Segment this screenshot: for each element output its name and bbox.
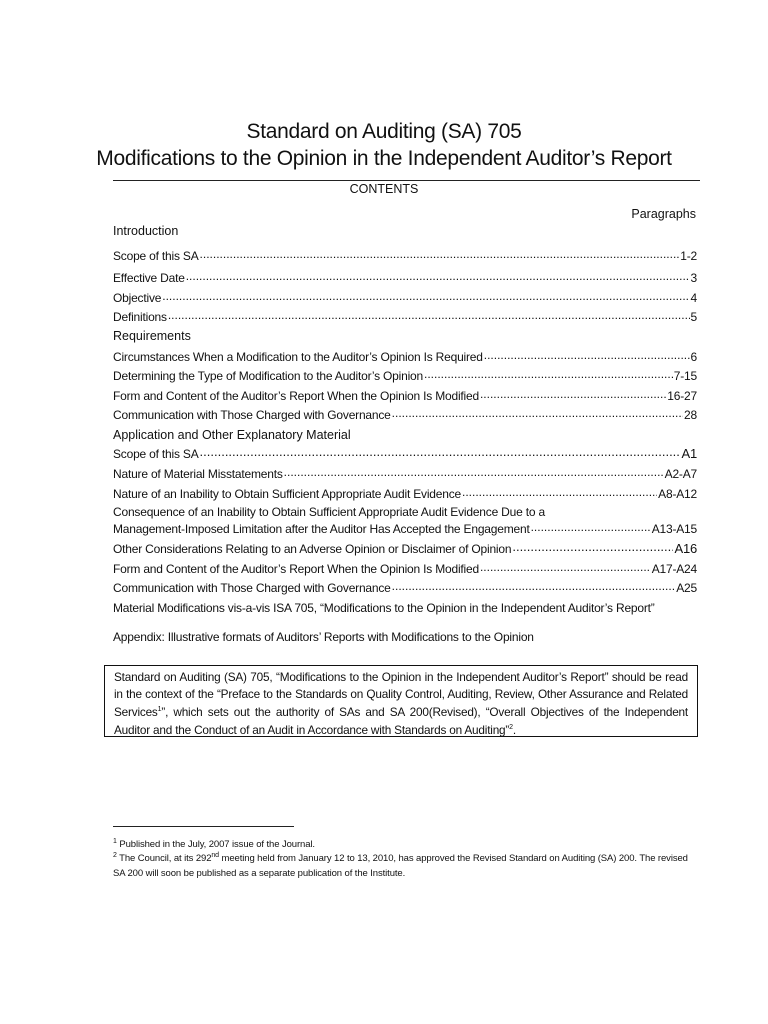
toc-entry-page: 3 <box>690 271 697 285</box>
toc-entry-label-line1: Consequence of an Inability to Obtain Sufficient Appropriate Audit Evidence Due to a <box>113 505 545 519</box>
toc-entry-page: A25 <box>676 581 697 595</box>
toc-entry <box>113 541 697 556</box>
toc-entry-page: A17-A24 <box>651 562 697 576</box>
toc-entry-label: Communication with Those Charged with Governance <box>113 581 391 595</box>
toc-appendix: Appendix: Illustrative formats of Auditors’ Reports with Modifications to the Opinion <box>113 630 534 644</box>
toc-entry-page: 28 <box>684 408 697 422</box>
toc-entry <box>113 521 697 536</box>
document-title: Standard on Auditing (SA) 705 <box>246 120 522 143</box>
preface-note-text-b: ”, which sets out the authority of SAs and SA 200(Revised), “Overall Objectives of the Independent Auditor and the Conduct of an Audit in Accordance with Standards on Auditing” <box>114 704 688 738</box>
dot-leader <box>168 309 690 321</box>
toc-entry <box>113 349 697 364</box>
toc-entry-label: Effective Date <box>113 271 185 285</box>
preface-note-text-a: Standard on Auditing (SA) 705, “Modifications to the Opinion in the Independent Auditor’s Report” should be read in the context of the “Preface to the Standards on Quality Control, Auditing, Review, Other Assurance and Related Services <box>114 670 688 719</box>
toc-entry-page: A13-A15 <box>651 522 697 536</box>
toc-entry <box>113 486 697 501</box>
toc-entry <box>113 561 697 576</box>
dot-leader <box>480 388 666 400</box>
dot-leader <box>424 368 673 380</box>
dot-leader <box>162 290 689 302</box>
footnote-2 <box>113 848 699 881</box>
dot-leader <box>392 580 676 592</box>
toc-entry-label: Management-Imposed Limitation after the Auditor Has Accepted the Engagement <box>113 522 530 536</box>
footnote-2-text-b: meeting held from January 12 to 13, 2010, has approved the Revised Standard on Auditing (SA) 200. The revised SA 200 will soon be published as a separate publication of the Institute. <box>113 853 688 880</box>
toc-entry-label: Determining the Type of Modification to the Auditor’s Opinion <box>113 369 423 383</box>
title-rule <box>113 180 700 181</box>
dot-leader <box>531 521 651 533</box>
toc-entry-label: Scope of this SA <box>113 249 199 263</box>
toc-entry-label: Nature of an Inability to Obtain Sufficient Appropriate Audit Evidence <box>113 487 462 501</box>
toc-entry <box>113 309 697 324</box>
toc-entry-label: Objective <box>113 291 162 305</box>
section-introduction: Introduction <box>113 224 179 238</box>
toc-entry-page: A16 <box>674 541 697 556</box>
toc-material-modifications: Material Modifications vis-a-vis ISA 705, “Modifications to the Opinion in the Independent Auditor’s Report” <box>113 601 655 615</box>
toc-entry-page: 16-27 <box>667 389 697 403</box>
toc-entry <box>113 290 697 305</box>
preface-note-box <box>104 665 698 737</box>
contents-heading: CONTENTS <box>349 182 419 196</box>
footnote-2-text-a: The Council, at its 292 <box>116 853 212 865</box>
dot-leader <box>462 486 657 498</box>
dot-leader <box>484 349 690 361</box>
dot-leader <box>186 270 690 282</box>
toc-entry <box>113 368 697 383</box>
footnote-ref-1: 1 <box>157 706 162 713</box>
toc-entry-label: Definitions <box>113 310 167 324</box>
dot-leader <box>480 561 651 573</box>
footnote-2-number: 2 <box>113 852 117 859</box>
document-subtitle: Modifications to the Opinion in the Independent Auditor’s Report <box>96 147 672 170</box>
dot-leader <box>284 466 664 478</box>
dot-leader <box>512 541 673 553</box>
toc-entry-page: 1-2 <box>680 249 697 263</box>
toc-entry <box>113 407 697 422</box>
footnote-ref-2: 2 <box>509 724 513 732</box>
toc-entry <box>113 446 697 461</box>
section-requirements: Requirements <box>113 329 191 343</box>
toc-entry-label: Form and Content of the Auditor’s Report When the Opinion Is Modified <box>113 389 479 403</box>
toc-entry-page: 5 <box>690 310 697 324</box>
toc-entry-label: Other Considerations Relating to an Adverse Opinion or Disclaimer of Opinion <box>113 542 512 556</box>
toc-entry-page: 7-15 <box>673 369 697 383</box>
toc-entry-label: Circumstances When a Modification to the Auditor’s Opinion Is Required <box>113 350 483 364</box>
toc-entry <box>113 270 697 285</box>
toc-entry <box>113 248 697 263</box>
section-application: Application and Other Explanatory Material <box>113 428 351 442</box>
paragraphs-heading: Paragraphs <box>631 207 696 221</box>
toc-entry-label: Form and Content of the Auditor’s Report When the Opinion Is Modified <box>113 562 479 576</box>
toc-entry-page: A1 <box>681 446 697 461</box>
toc-entry-label: Communication with Those Charged with Governance <box>113 408 391 422</box>
toc-entry-page: A8-A12 <box>658 487 697 501</box>
footnote-rule <box>113 826 294 827</box>
toc-entry <box>113 388 697 403</box>
toc-entry <box>113 580 697 595</box>
toc-entry-label: Scope of this SA <box>113 447 199 461</box>
footnote-1-number: 1 <box>113 838 117 845</box>
toc-entry-page: 6 <box>690 350 697 364</box>
dot-leader <box>200 248 680 260</box>
footnote-2-ordinal: nd <box>211 852 219 859</box>
preface-note-text-c: . <box>512 723 516 738</box>
dot-leader <box>392 407 683 419</box>
toc-entry-label: Nature of Material Misstatements <box>113 467 283 481</box>
dot-leader <box>200 446 681 458</box>
toc-entry-page: A2-A7 <box>664 467 697 481</box>
toc-entry-page: 4 <box>690 291 697 305</box>
toc-entry <box>113 466 697 481</box>
footnote-1-text: Published in the July, 2007 issue of the Journal. <box>116 839 315 851</box>
